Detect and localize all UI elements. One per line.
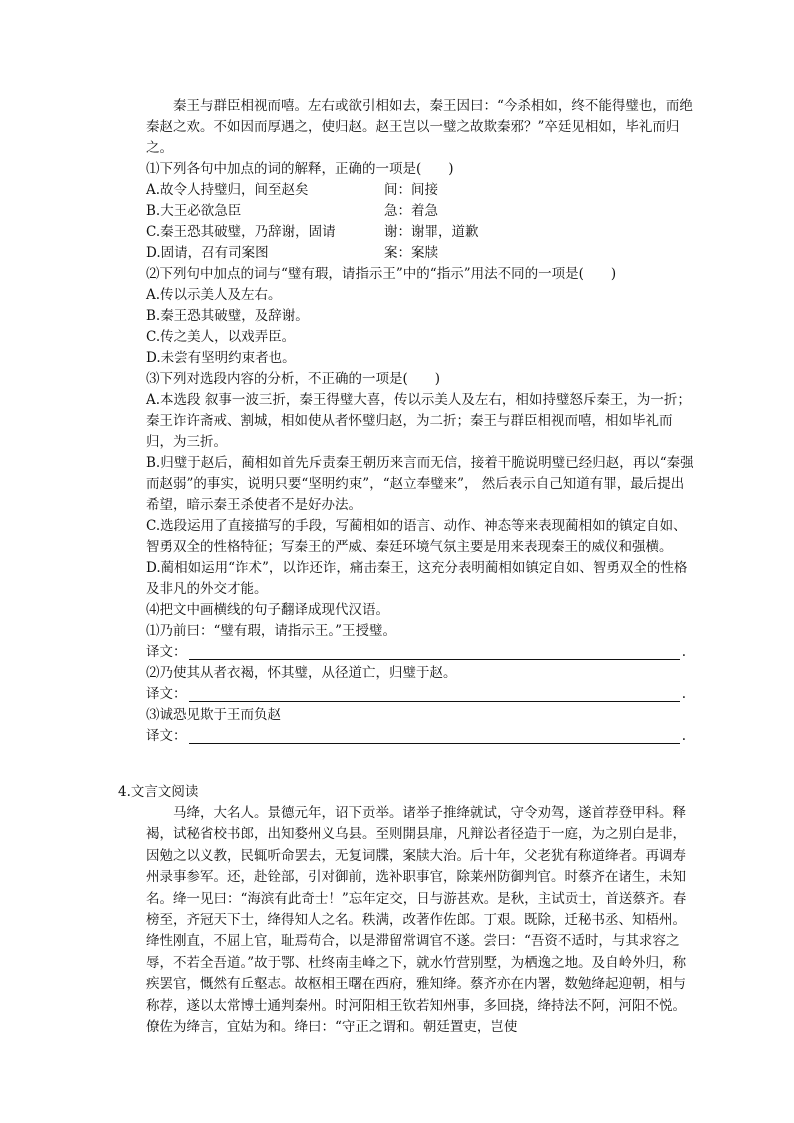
end-mark: . xyxy=(681,686,686,702)
translation-label: 译文： xyxy=(146,728,187,744)
question-2-option-d: D.未尝有坚明约束者也。 xyxy=(146,350,296,366)
translation-label: 译文： xyxy=(146,686,187,702)
section-4-title: 4.文言文阅读 xyxy=(118,784,199,800)
translation-answer-line-1[interactable] xyxy=(146,642,686,663)
translation-item-3: ⑶诚恐见欺于王而负赵 xyxy=(146,707,281,723)
question-1-option-a: A.故令人持璧归，间至赵矣 间：间接 xyxy=(146,182,438,198)
question-2-option-c: C.传之美人，以戏弄臣。 xyxy=(146,329,296,345)
translation-answer-line-3[interactable] xyxy=(146,726,686,747)
answer-underline xyxy=(189,687,680,702)
question-1-option-c: C.秦王恐其破璧，乃辞谢，固请 谢：谢罪，道歉 xyxy=(146,224,479,240)
question-4-stem: ⑷把文中画横线的句子翻译成现代汉语。 xyxy=(146,602,389,618)
question-3-option-a: A.本选段 叙事一波三折，秦王得璧大喜，传以示美人及左右，相如持璧怒斥秦王，为一折；秦王诈许斋戒、割城，相如使从者怀璧归赵，为二折；秦王与群臣相视而嘻，相如毕礼而归，为三折。 xyxy=(146,392,691,450)
question-2-stem: ⑵下列句中加点的词与“璧有瑕，请指示王”中的“指示”用法不同的一项是( ) xyxy=(146,266,617,282)
question-3-stem: ⑶下列对选段内容的分析，不正确的一项是( ) xyxy=(146,371,441,387)
question-1-option-b: B.大王必欲急臣 急：着急 xyxy=(146,203,438,219)
question-1-stem: ⑴下列各句中加点的词的解释，正确的一项是( ) xyxy=(146,161,454,177)
end-mark: . xyxy=(681,728,686,744)
answer-underline xyxy=(189,645,680,660)
translation-answer-line-2[interactable] xyxy=(146,684,686,705)
question-3-option-b: B.归璧于赵后，蔺相如首先斥责秦王朝历来言而无信，接着干脆说明璧已经归赵，再以“秦强而赵弱”的事实，说明只要“坚明约束”，“赵立奉璧来”， 然后表示自己知道有罪，最后提出希望，暗示秦王杀使者不是好办法。 xyxy=(146,455,694,513)
translation-label: 译文： xyxy=(146,644,187,660)
answer-underline xyxy=(189,729,680,744)
question-2-option-a: A.传以示美人及左右。 xyxy=(146,287,282,303)
translation-item-1: ⑴乃前曰：“璧有瑕，请指示王。”王授璧。 xyxy=(146,623,397,639)
question-3-option-d: D.蔺相如运用“诈术”，以诈还诈，痛击秦王，这充分表明蔺相如镇定自如、智勇双全的性格及非凡的外交才能。 xyxy=(146,560,688,597)
passage-3-ending: 秦王与群臣相视而嘻。左右或欲引相如去，秦王因曰：“今杀相如，终不能得璧也，而绝秦赵之欢。不如因而厚遇之，使归赵。赵王岂以一璧之故欺秦邪？”卒廷见相如，毕礼而归之。 xyxy=(146,98,693,156)
translation-item-2: ⑵乃使其从者衣褐，怀其璧，从径道亡，归璧于赵。 xyxy=(146,665,457,681)
question-3-option-c: C.选段运用了直接描写的手段，写蔺相如的语言、动作、神态等来表现蔺相如的镇定自如、智勇双全的性格特征；写秦王的严威、秦廷环境气氛主要是用来表现秦王的威仪和强横。 xyxy=(146,518,687,555)
section-4-passage: 马绛，大名人。景德元年，诏下贡举。诸举子推绛就试，守令劝驾，遂首荐登甲科。释褐，试秘省校书郎，出知婺州义乌县。至则開县扉，凡辩讼者径造于一庭，为之别白是非，因勉之以义教，民辄听命罢去，无复词牒，案牍大治。后十年，父老犹有称道绛者。再调寿州录事参军。还，赴铨部，引对御前，选补职事官，除莱州防御判官。时蔡齐在诸生，未知名。绛一见曰：“海滨有此奇士！”忘年定交，日与游甚欢。是秋，主试贡士，首送蔡齐。春榜至，齐冠天下士，绛得知人之名。秩满，改著作佐郎。丁艰。既除，迁秘书丞、知梧州。绛性刚直，不屈上官，耻焉苟合，以是滞留常调官不遂。尝曰：“吾资不适时，与其求容之辱，不若全吾道。”故于鄂、杜终南圭峰之下，就水竹营别墅，为栖逸之地。及自岭外归，称疾罢官，慨然有丘壑志。故枢相王曙在西府，雅知绛。蔡齐亦在内署，数勉绛起迎朝，相与称荐，遂以太常博士通判秦州。时河阳相王钦若知州事，多回挠，绛持法不阿，河阳不悦。僚佐为绛言，宜姑为和。绛曰：“守正之谓和。朝廷置吏，岂使 xyxy=(146,805,687,1036)
question-1-option-d: D.固请，召有司案图 案：案牍 xyxy=(146,245,438,261)
end-mark: . xyxy=(681,644,686,660)
question-2-option-b: B.秦王恐其破璧，及辞谢。 xyxy=(146,308,309,324)
